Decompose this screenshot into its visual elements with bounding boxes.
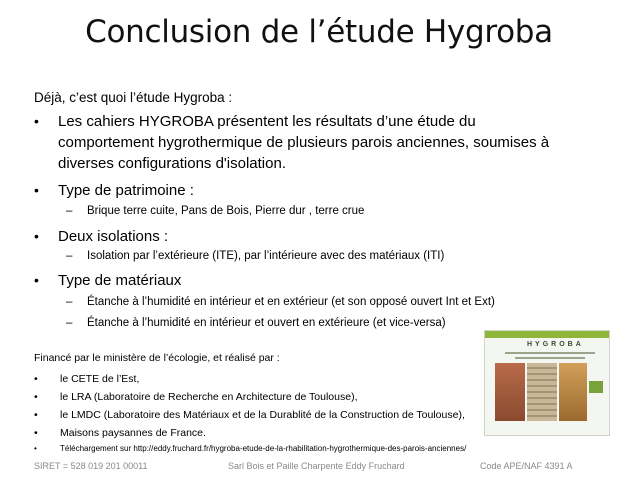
cover-brand: HYGROBA: [527, 341, 584, 348]
bullet-icon: •: [34, 182, 39, 198]
bullet-icon: •: [34, 113, 39, 129]
funding-item-text: le LMDC (Laboratoire des Matériaux et de la Durablité de la Construction de Toulouse),: [60, 409, 465, 421]
cover-subtitle-line: [505, 352, 595, 354]
dash-icon: –: [66, 250, 73, 262]
bullet-icon: •: [34, 409, 38, 421]
sub-item-text: Étanche à l’humidité en intérieur et ouvert en extérieure (et vice-versa): [87, 317, 446, 329]
footer-siret: SIRET = 528 019 201 00011: [34, 461, 148, 471]
bullet-line: comportement hygrothermique de plusieurs parois anciennes, soumises à: [58, 134, 550, 151]
footer-company: Sarl Bois et Paille Charpente Eddy Fruchard: [228, 461, 405, 471]
timber-photo: [527, 363, 557, 421]
intro-text: Déjà, c’est quoi l’étude Hygroba :: [34, 90, 233, 105]
cover-subtitle-line: [515, 357, 585, 359]
bullet-line: diverses configurations d'isolation.: [58, 155, 286, 172]
bullet-icon: •: [34, 391, 38, 403]
cover-banner: [485, 331, 609, 338]
dash-icon: –: [66, 317, 73, 329]
bullet-icon: •: [34, 427, 38, 439]
funding-item-text: Maisons paysannes de France.: [60, 427, 206, 439]
bullet-icon: •: [34, 228, 39, 244]
bullet-line: Type de matériaux: [58, 272, 182, 289]
bullet-line: Type de patrimoine :: [58, 182, 194, 199]
bullet-icon: •: [34, 444, 37, 453]
sub-item-text: Isolation par l’extérieure (ITE), par l’intérieure avec des matériaux (ITI): [87, 250, 445, 262]
dash-icon: –: [66, 296, 73, 308]
slide-title: Conclusion de l’étude Hygroba: [85, 14, 553, 50]
hygroba-cover-thumbnail: [484, 330, 610, 436]
sub-item-text: Brique terre cuite, Pans de Bois, Pierre dur , terre crue: [87, 205, 365, 217]
footer-ape-code: Code APE/NAF 4391 A: [480, 461, 573, 471]
bullet-line: Deux isolations :: [58, 228, 169, 245]
bullet-line: Les cahiers HYGROBA présentent les résultats d’une étude du: [58, 113, 476, 130]
dash-icon: –: [66, 205, 73, 217]
funding-item-text: le CETE de l’Est,: [60, 373, 140, 385]
stone-photo: [559, 363, 587, 421]
brick-photo: [495, 363, 525, 421]
cover-logo-icon: [589, 381, 603, 393]
sub-item-text: Étanche à l’humidité en intérieur et en extérieur (et son opposé ouvert Int et Ext): [87, 296, 495, 308]
bullet-icon: •: [34, 373, 38, 385]
funding-item-text: le LRA (Laboratoire de Recherche en Architecture de Toulouse),: [60, 391, 358, 403]
bullet-icon: •: [34, 272, 39, 288]
download-link[interactable]: Téléchargement sur http://eddy.fruchard.fr/hygroba-etude-de-la-rhabilitation-hygrothermique-des-parois-anciennes/: [60, 444, 467, 453]
funding-heading: Financé par le ministère de l’écologie, et réalisé par :: [34, 352, 280, 364]
